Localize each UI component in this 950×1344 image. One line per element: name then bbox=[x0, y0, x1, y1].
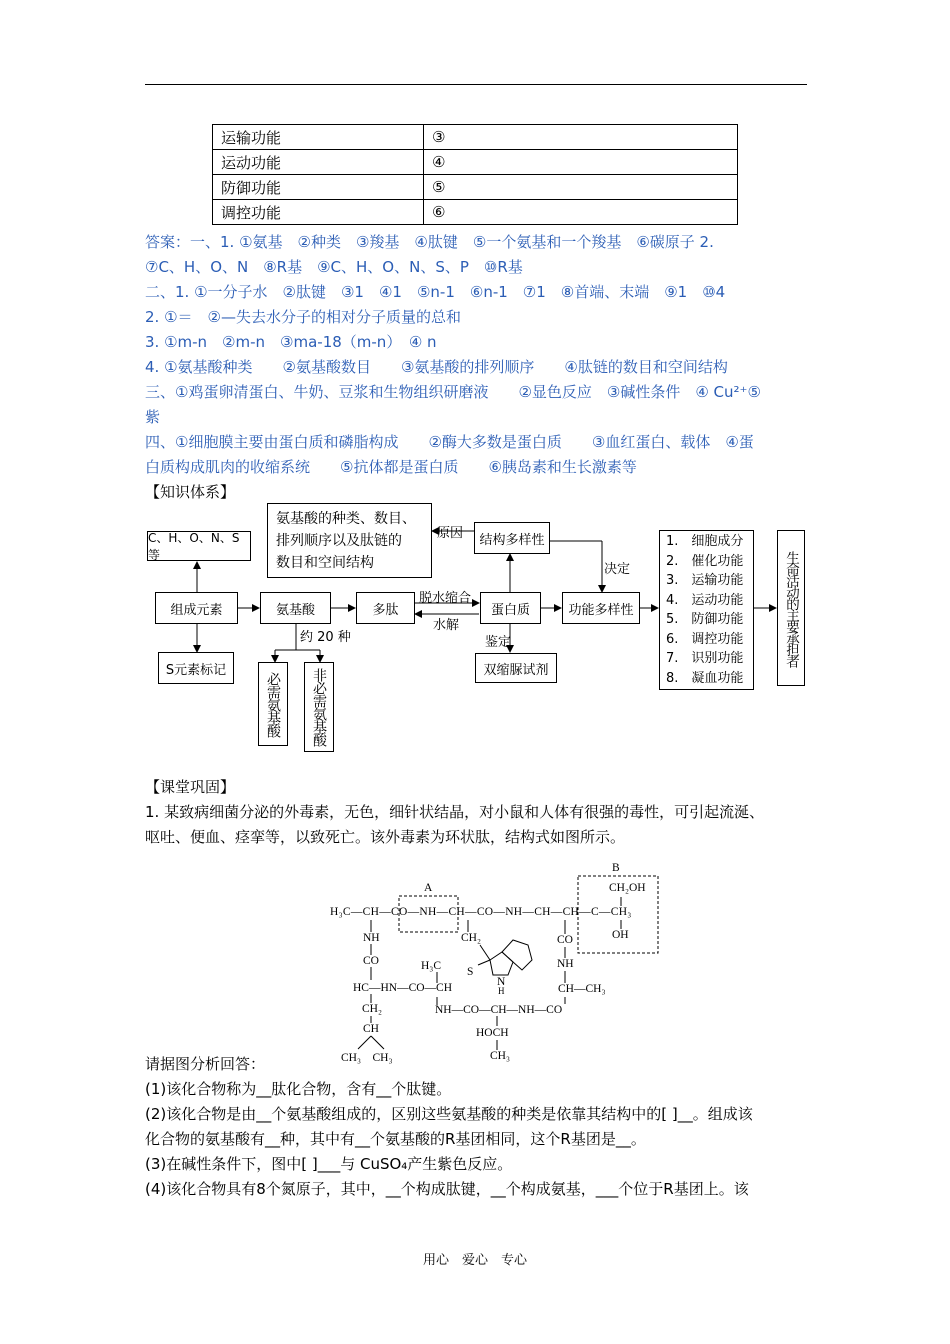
decide-label: 决定 bbox=[604, 562, 631, 577]
section-title-practice: 【课堂巩固】 bbox=[145, 778, 236, 796]
reason-label: 原因 bbox=[436, 525, 463, 541]
answer-line: 四、①细胞膜主要由蛋白质和磷脂构成 ②酶大多数是蛋白质 ③血红蛋白、载体 ④蛋 bbox=[145, 433, 754, 451]
question-text: (4)该化合物具有8个氮原子，其中，__个构成肽键，__个构成氨基，___个位于R基团上。该 bbox=[145, 1180, 749, 1198]
nonessential-box: 非必需氨基酸 bbox=[304, 662, 334, 752]
answer-line: 白质构成肌肉的收缩系统 ⑤抗体都是蛋白质 ⑥胰岛素和生长激素等 bbox=[145, 458, 637, 476]
page-footer: 用心 爱心 专心 bbox=[422, 1253, 527, 1268]
prompt-text: 请据图分析回答： bbox=[145, 1055, 266, 1073]
table-row: 防御功能 ⑤ bbox=[213, 175, 738, 200]
section-title-knowledge: 【知识体系】 bbox=[145, 483, 236, 501]
answer-line: 答案：一、1. ①氨基 ②种类 ③羧基 ④肽键 ⑤一个氨基和一个羧基 ⑥碳原子 2. bbox=[145, 233, 714, 251]
question-text: (1)该化合物称为__肽化合物，含有__个肽键。 bbox=[145, 1080, 452, 1098]
biuret-box: 双缩脲试剂 bbox=[475, 653, 557, 683]
question-text: 呕吐、便血、痉挛等，以致死亡。该外毒素为环状肽，结构式如图所示。 bbox=[145, 828, 626, 846]
question-text: (3)在碱性条件下，图中[ ]___与 CuSO₄产生紫色反应。 bbox=[145, 1155, 513, 1173]
func-diversity-box: 功能多样性 bbox=[562, 592, 640, 624]
question-text: 化合物的氨基酸有__种，其中有__个氨基酸的R基团相同，这个R基团是__。 bbox=[145, 1130, 646, 1148]
struct-diversity-box: 结构多样性 bbox=[474, 522, 550, 554]
elements-box: C、H、O、N、S 等 bbox=[147, 531, 251, 561]
dehydration-label: 脱水缩合 bbox=[419, 591, 472, 606]
table-row: 运动功能 ④ bbox=[213, 150, 738, 175]
answer-line: 2. ①＝ ②—失去水分子的相对分子质量的总和 bbox=[145, 308, 461, 326]
answer-line: ⑦C、H、O、N ⑧R基 ⑨C、H、O、N、S、P ⑩R基 bbox=[145, 258, 523, 276]
list-item: 5. 防御功能 bbox=[666, 612, 744, 627]
about20-label: 约 20 种 bbox=[300, 630, 351, 645]
answer-line: 3. ①m-n ②m-n ③ma-18（m-n） ④ n bbox=[145, 333, 437, 351]
composition-box: 组成元素 bbox=[155, 592, 238, 624]
amino-acid-box: 氨基酸 bbox=[260, 592, 331, 624]
polypeptide-box: 多肽 bbox=[356, 592, 415, 624]
answer-line: 紫 bbox=[145, 408, 161, 426]
list-item: 8. 凝血功能 bbox=[666, 670, 744, 686]
s-marker-box: S元素标记 bbox=[158, 652, 234, 684]
question-text: 1. 某致病细菌分泌的外毒素，无色，细针状结晶，对小鼠和人体有很强的毒性，可引起流涎、 bbox=[145, 803, 765, 821]
list-item: 6. 调控功能 bbox=[666, 631, 744, 647]
list-item: 7. 识别功能 bbox=[666, 651, 744, 666]
hydrolysis-label: 水解 bbox=[433, 618, 460, 633]
answer-line: 4. ①氨基酸种类 ②氨基酸数目 ③氨基酸的排列顺序 ④肽链的数目和空间结构 bbox=[145, 358, 728, 376]
protein-box: 蛋白质 bbox=[480, 592, 541, 624]
question-text: (2)该化合物是由__个氨基酸组成的，区别这些氨基酸的种类是依靠其结构中的[ ]__。组成该 bbox=[145, 1105, 753, 1123]
list-item: 1. 细胞成分 bbox=[666, 534, 744, 549]
answer-line: 三、①鸡蛋卵清蛋白、牛奶、豆浆和生物组织研磨液 ②显色反应 ③碱性条件 ④ Cu²⁺⑤ bbox=[145, 383, 761, 401]
list-item: 2. 催化功能 bbox=[666, 553, 744, 569]
list-item: 4. 运动功能 bbox=[666, 592, 744, 608]
table-row: 调控功能 ⑥ bbox=[213, 200, 738, 225]
essential-box: 必需氨基酸 bbox=[258, 662, 288, 746]
answer-line: 二、1. ①一分子水 ②肽键 ③1 ④1 ⑤n-1 ⑥n-1 ⑦1 ⑧首端、末端 ⑨1 ⑩4 bbox=[145, 283, 726, 301]
causes-box: 氨基酸的种类、数目、 排列顺序以及肽链的 数目和空间结构 bbox=[267, 503, 432, 578]
table-row: 运输功能 ③ bbox=[213, 125, 738, 150]
list-item: 3. 运输功能 bbox=[666, 573, 744, 588]
main-bearer-box: 生命活动的主要承担者 bbox=[777, 530, 805, 686]
identify-label: 鉴定 bbox=[485, 635, 512, 650]
